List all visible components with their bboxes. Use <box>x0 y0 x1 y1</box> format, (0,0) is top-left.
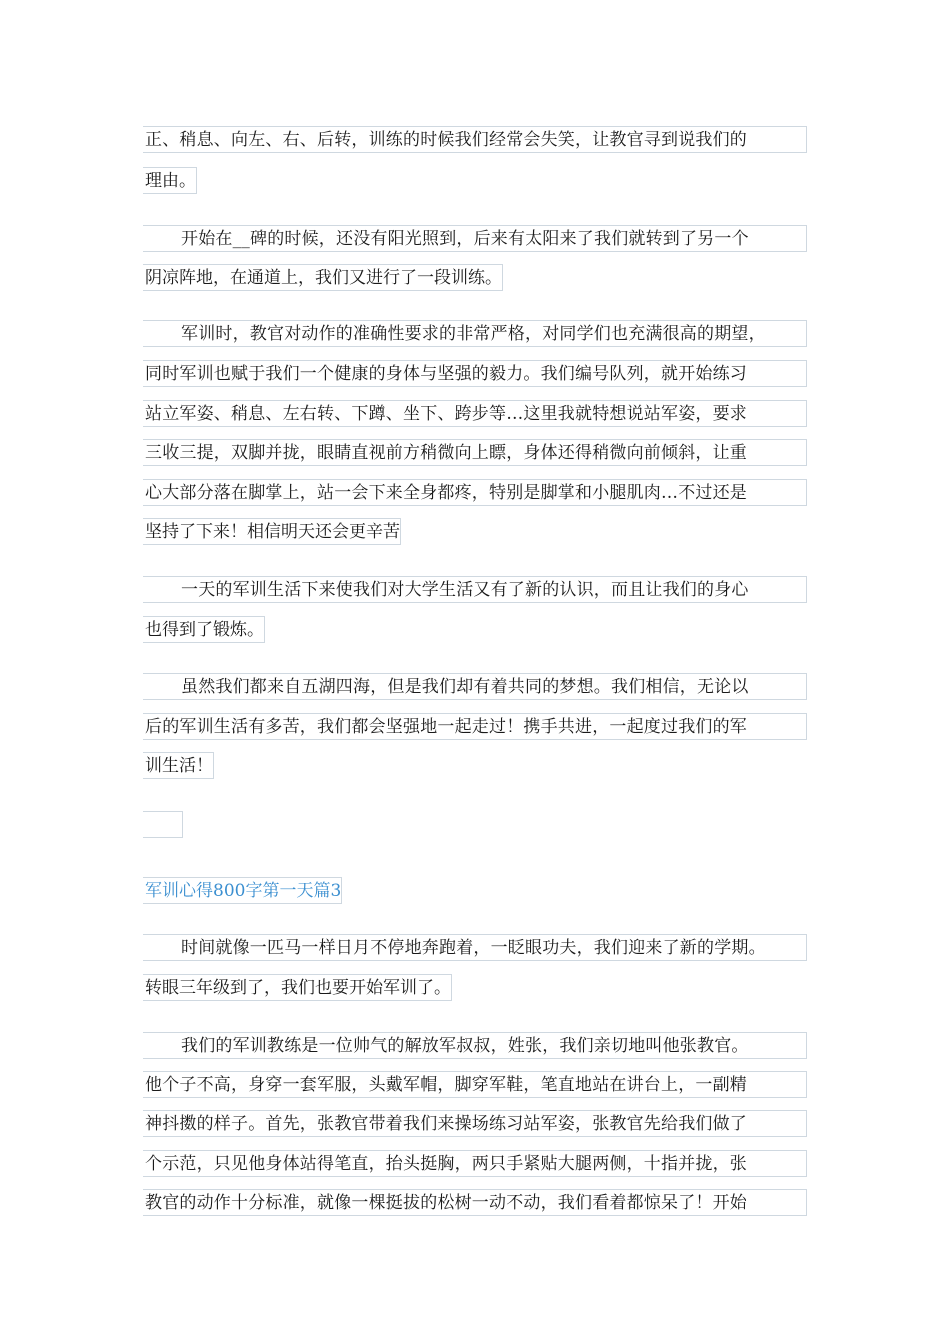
text-line: 坚持了下来！相信明天还会更辛苦 <box>143 518 401 545</box>
text-line: 后的军训生活有多苦，我们都会坚强地一起走过！携手共进，一起度过我们的军 <box>143 713 807 740</box>
text-line: 神抖擞的样子。首先，张教官带着我们来操场练习站军姿，张教官先给我们做了 <box>143 1110 807 1137</box>
text-line: 个示范，只见他身体站得笔直，抬头挺胸，两只手紧贴大腿两侧，十指并拢，张 <box>143 1150 807 1177</box>
text-line: 正、稍息、向左、右、后转，训练的时候我们经常会失笑，让教官寻到说我们的 <box>143 126 807 153</box>
text-line: 也得到了锻炼。 <box>143 616 265 643</box>
text-line: 教官的动作十分标准，就像一棵挺拔的松树一动不动，我们看着都惊呆了！开始 <box>143 1189 807 1216</box>
text-line: 时间就像一匹马一样日月不停地奔跑着，一眨眼功夫，我们迎来了新的学期。 <box>143 934 807 961</box>
text-line: 三收三提，双脚并拢，眼睛直视前方稍微向上瞟，身体还得稍微向前倾斜，让重 <box>143 439 807 466</box>
text-line: 开始在__碑的时候，还没有阳光照到，后来有太阳来了我们就转到了另一个 <box>143 225 807 252</box>
text-line: 一天的军训生活下来使我们对大学生活又有了新的认识，而且让我们的身心 <box>143 576 807 603</box>
text-line: 转眼三年级到了，我们也要开始军训了。 <box>143 974 452 1001</box>
text-line: 我们的军训教练是一位帅气的解放军叔叔，姓张，我们亲切地叫他张教官。 <box>143 1032 807 1059</box>
text-line: 他个子不高，身穿一套军服，头戴军帽，脚穿军鞋，笔直地站在讲台上，一副精 <box>143 1071 807 1098</box>
text-line: 训生活！ <box>143 752 214 779</box>
text-line: 心大部分落在脚掌上，站一会下来全身都疼，特别是脚掌和小腿肌肉…不过还是 <box>143 479 807 506</box>
text-line: 理由。 <box>143 167 197 194</box>
text-line: 虽然我们都来自五湖四海，但是我们却有着共同的梦想。我们相信，无论以 <box>143 673 807 700</box>
text-line: 同时军训也赋于我们一个健康的身体与坚强的毅力。我们编号队列，就开始练习 <box>143 360 807 387</box>
section-heading: 军训心得800字第一天篇3 <box>143 877 342 904</box>
text-line: 站立军姿、稍息、左右转、下蹲、坐下、跨步等…这里我就特想说站军姿，要求 <box>143 400 807 427</box>
text-line: 军训时，教官对动作的准确性要求的非常严格，对同学们也充满很高的期望， <box>143 320 807 347</box>
text-line: 阴凉阵地，在通道上，我们又进行了一段训练。 <box>143 264 503 291</box>
empty-line <box>143 811 183 838</box>
